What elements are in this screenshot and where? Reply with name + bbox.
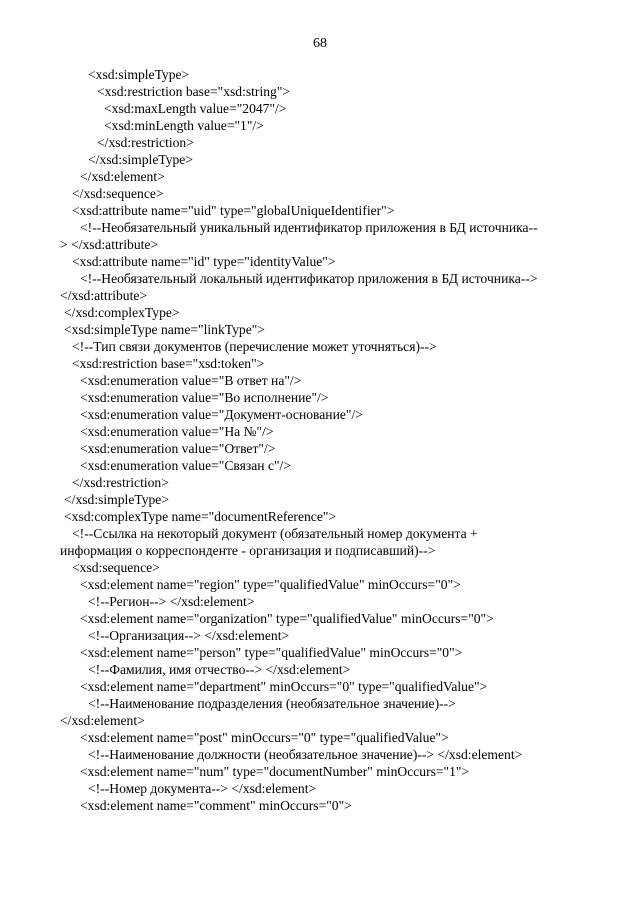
- code-line: </xsd:element>: [80, 169, 165, 184]
- code-line: <!--Необязательный локальный идентификатор приложения в БД источника-->: [80, 271, 538, 286]
- code-line: <!--Наименование подразделения (необязательное значение)-->: [88, 696, 456, 711]
- code-line: <xsd:restriction base="xsd:string">: [97, 84, 291, 99]
- code-line: </xsd:restriction>: [97, 135, 194, 150]
- page-number: 68: [313, 36, 327, 51]
- code-line: </xsd:simpleType>: [88, 152, 193, 167]
- code-line: <!--Наименование должности (необязательное значение)--> </xsd:element>: [88, 747, 523, 762]
- code-line: <!--Необязательный уникальный идентификатор приложения в БД источника--: [80, 220, 538, 235]
- code-line: <xsd:element name="comment" minOccurs="0">: [80, 798, 352, 813]
- code-line: <!--Фамилия, имя отчество--> </xsd:element>: [88, 662, 351, 677]
- code-line: <xsd:element name="num" type="documentNumber" minOccurs="1">: [80, 764, 470, 779]
- code-line: <xsd:sequence>: [72, 560, 160, 575]
- code-line: <xsd:attribute name="id" type="identityValue">: [72, 254, 336, 269]
- code-line: <xsd:maxLength value="2047"/>: [104, 101, 287, 116]
- code-line: <xsd:simpleType>: [88, 67, 190, 82]
- code-line: <xsd:restriction base="xsd:token">: [72, 356, 265, 371]
- code-line: </xsd:restriction>: [72, 475, 169, 490]
- code-line: <xsd:element name="post" minOccurs="0" type="qualifiedValue">: [80, 730, 449, 745]
- code-line: </xsd:complexType>: [64, 305, 180, 320]
- code-line: <!--Регион--> </xsd:element>: [88, 594, 255, 609]
- code-line: <xsd:element name="person" type="qualifiedValue" minOccurs="0">: [80, 645, 463, 660]
- code-line: <!--Ссылка на некоторый документ (обязательный номер документа +: [72, 526, 478, 541]
- code-line: <!--Организация--> </xsd:element>: [88, 628, 290, 643]
- code-line: <xsd:enumeration value="В ответ на"/>: [80, 373, 302, 388]
- code-line: <xsd:element name="organization" type="qualifiedValue" minOccurs="0">: [80, 611, 494, 626]
- code-line: <xsd:enumeration value="Связан с"/>: [80, 458, 291, 473]
- code-line: <xsd:enumeration value="На №"/>: [80, 424, 274, 439]
- code-line: </xsd:sequence>: [72, 186, 164, 201]
- code-line: </xsd:simpleType>: [64, 492, 169, 507]
- code-line: <xsd:enumeration value="Ответ"/>: [80, 441, 276, 456]
- code-line: <xsd:enumeration value="Документ-основание"/>: [80, 407, 363, 422]
- code-line: <xsd:enumeration value="Во исполнение"/>: [80, 390, 329, 405]
- code-line: <!--Номер документа--> </xsd:element>: [88, 781, 317, 796]
- code-line: <xsd:element name="region" type="qualifiedValue" minOccurs="0">: [80, 577, 461, 592]
- code-line: <xsd:complexType name="documentReference">: [64, 509, 337, 524]
- code-line: <xsd:minLength value="1"/>: [104, 118, 264, 133]
- code-line: </xsd:attribute>: [60, 288, 148, 303]
- code-line: > </xsd:attribute>: [60, 237, 159, 252]
- code-line: <xsd:simpleType name="linkType">: [64, 322, 265, 337]
- code-line: <xsd:element name="department" minOccurs="0" type="qualifiedValue">: [80, 679, 488, 694]
- code-line: </xsd:element>: [60, 713, 145, 728]
- code-line: <!--Тип связи документов (перечисление может уточняться)-->: [72, 339, 437, 354]
- code-line: информация о корреспонденте - организация и подписавший)-->: [60, 543, 436, 558]
- code-line: <xsd:attribute name="uid" type="globalUniqueIdentifier">: [72, 203, 395, 218]
